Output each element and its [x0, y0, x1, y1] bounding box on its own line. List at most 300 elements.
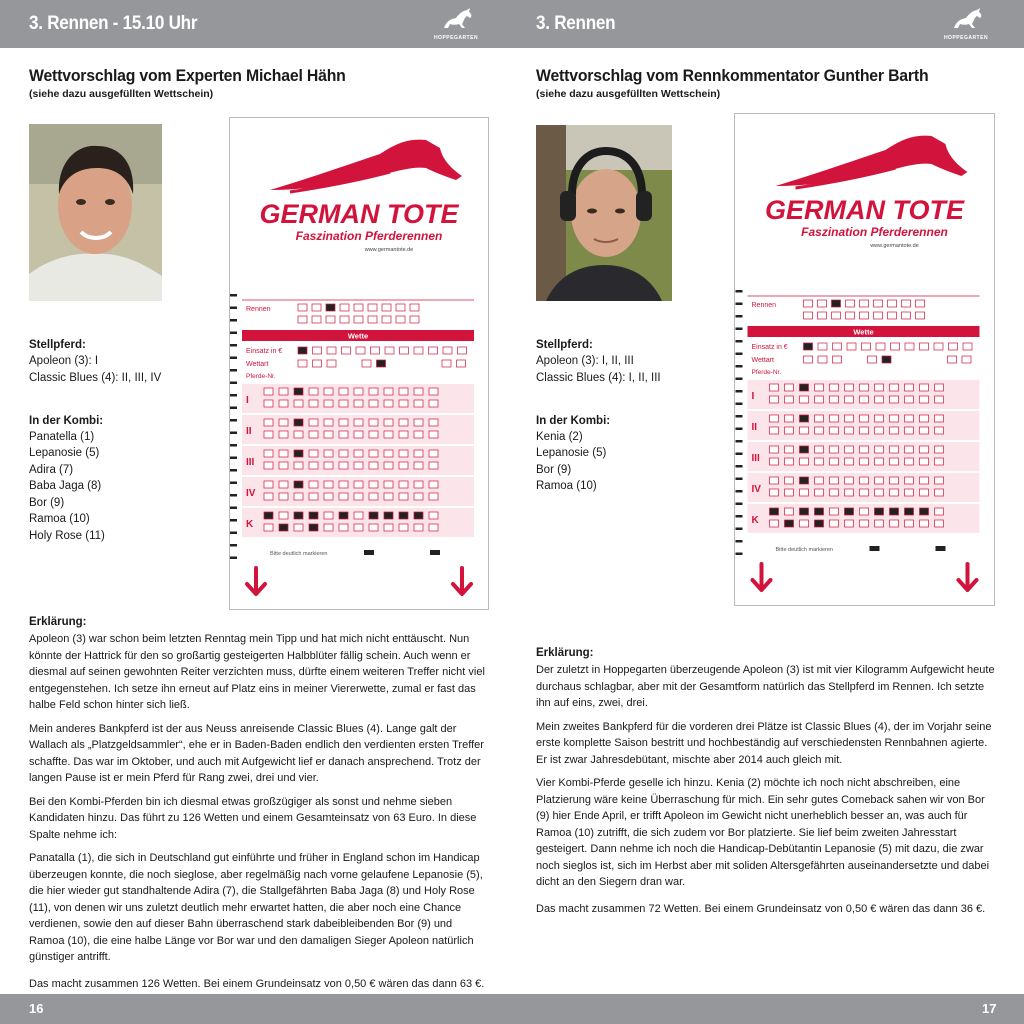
hoppegarten-logo: HOPPEGARTEN: [936, 6, 996, 42]
slip-box: [860, 384, 869, 391]
slip-box: [935, 446, 944, 453]
slip-box: [860, 300, 869, 307]
timing-mark: [736, 365, 743, 368]
slip-box: [414, 431, 423, 438]
slip-box: [890, 520, 899, 527]
commentator-subheading: (siehe dazu ausgefüllten Wettschein): [536, 88, 721, 100]
slip-box: [920, 384, 929, 391]
slip-box: [875, 446, 884, 453]
slip-box: [324, 400, 333, 407]
slip-box: [815, 520, 824, 527]
slip-box: [905, 508, 914, 515]
slip-box: [309, 431, 318, 438]
kombi-label: In der Kombi:: [29, 415, 104, 427]
row-label: III: [246, 457, 255, 468]
slip-box: [356, 347, 365, 354]
stellpferd-item: Apoleon (3): I, II, III: [536, 355, 634, 367]
slip-box: [324, 431, 333, 438]
slip-box: [905, 415, 914, 422]
slip-box: [818, 343, 827, 350]
explain-label: Erklärung:: [536, 647, 594, 659]
paragraph: Das macht zusammen 72 Wetten. Bei einem Grundeinsatz von 0,50 € wären das dann 36 €.: [536, 902, 986, 915]
slip-box: [429, 450, 438, 457]
slip-mark: [430, 550, 440, 555]
slip-box: [875, 458, 884, 465]
row-label: I: [751, 391, 755, 402]
slip-box: [279, 524, 288, 531]
slip-box: [804, 343, 813, 350]
slip-box: [309, 388, 318, 395]
stellpferd-label: Stellpferd:: [29, 339, 86, 351]
down-arrow-icon: [753, 564, 771, 590]
timing-mark: [736, 490, 743, 493]
slip-box: [785, 396, 794, 403]
slip-box: [313, 360, 322, 367]
slip-box: [384, 450, 393, 457]
slip-box: [339, 450, 348, 457]
slip-box: [845, 415, 854, 422]
slip-box: [920, 446, 929, 453]
slip-box: [279, 450, 288, 457]
slip-box: [916, 312, 925, 319]
slip-box: [327, 347, 336, 354]
slip-box: [339, 419, 348, 426]
slip-box: [815, 384, 824, 391]
slip-box: [385, 347, 394, 354]
slip-box: [339, 512, 348, 519]
slip-box: [399, 400, 408, 407]
slip-box: [845, 427, 854, 434]
slip-box: [785, 427, 794, 434]
slip-box: [294, 481, 303, 488]
slip-box: [875, 489, 884, 496]
slip-box: [443, 347, 452, 354]
slip-box: [399, 450, 408, 457]
slip-box: [429, 419, 438, 426]
slip-box: [410, 316, 419, 323]
slip-box: [294, 431, 303, 438]
slip-box: [948, 356, 957, 363]
slip-box: [847, 343, 856, 350]
row-label: I: [246, 395, 249, 406]
slip-box: [830, 520, 839, 527]
slip-box: [935, 415, 944, 422]
slip-box: [785, 477, 794, 484]
timing-mark: [736, 478, 743, 481]
timing-mark: [736, 415, 743, 418]
slip-box: [860, 446, 869, 453]
timing-mark: [230, 507, 237, 510]
slip-box: [860, 458, 869, 465]
slip-box: [279, 512, 288, 519]
slip-box: [860, 508, 869, 515]
slip-box: [369, 431, 378, 438]
slip-box: [846, 300, 855, 307]
slip-box: [414, 481, 423, 488]
slip-box: [414, 400, 423, 407]
slip-box: [845, 477, 854, 484]
row-label: IV: [246, 488, 256, 499]
slip-box: [384, 512, 393, 519]
slip-box: [830, 384, 839, 391]
slip-box: [818, 356, 827, 363]
kombi-item: Bor (9): [29, 497, 65, 509]
slip-box: [890, 384, 899, 391]
bet-slip: [734, 113, 995, 606]
slip-box: [312, 316, 321, 323]
slip-box: [860, 489, 869, 496]
slip-box: [294, 524, 303, 531]
slip-box: [920, 477, 929, 484]
slip-box: [354, 431, 363, 438]
slip-box: [368, 316, 377, 323]
horse-swoosh-icon: [270, 140, 462, 190]
slip-box: [890, 446, 899, 453]
slip-box: [414, 347, 423, 354]
slip-box: [902, 312, 911, 319]
timing-mark: [230, 419, 237, 422]
slip-box: [815, 396, 824, 403]
timing-mark: [230, 544, 237, 547]
slip-box: [264, 450, 273, 457]
slip-box: [770, 458, 779, 465]
slip-box: [327, 360, 336, 367]
footer-bar: [512, 994, 1024, 1024]
timing-mark: [230, 557, 237, 560]
slip-box: [770, 489, 779, 496]
slip-box: [369, 462, 378, 469]
slip-box: [905, 427, 914, 434]
row-label: K: [751, 515, 759, 526]
slip-box: [399, 462, 408, 469]
slip-box: [354, 304, 363, 311]
slip-box: [384, 493, 393, 500]
paragraph: Vier Kombi-Pferde geselle ich hinzu. Kenia (2) möchte ich noch nicht abschreiben, eine Platzierung wäre keine Überraschung für mich. Ein sehr gutes Comeback sahen wir von Bor (9) hier Ende April, er trifft Apoleon im Gewicht nicht unerheblich besser an, was auch für Ramoa (10) zutrifft, die sich zudem vor Bor platzierte. Sie lief beim zweiten Jahresstart gesteigert. Dann nehme ich noch die Handicap-Debütantin Lepanosie (5) mit dazu, die zwar noch sieglos ist, sich im Herbst aber mit soliden Altersgefährten auseinandersetzte und dabei dicht an den Siegern dran war.: [536, 777, 990, 888]
timing-mark: [736, 353, 743, 356]
paragraph: Mein anderes Bankpferd ist der aus Neuss anreisende Classic Blues (4). Lange galt der Wallach als „Platzgeldsammler“, ehe er in Baden-Baden endlich den verdienten ersten Treffer schaffte. Das war im Oktober, und auch mit Aufgewicht lief er danach ansprechend. Trotz der langen Pause ist er mein Pferd für Rang zwei, drei und vier.: [29, 722, 484, 784]
slip-box: [935, 458, 944, 465]
slip-box: [916, 300, 925, 307]
slip-box: [804, 356, 813, 363]
slip-box: [785, 446, 794, 453]
slip-box: [429, 347, 438, 354]
slip-box: [324, 493, 333, 500]
slip-box: [800, 458, 809, 465]
slip-box: [891, 343, 900, 350]
wettart-label: Wettart: [751, 357, 774, 364]
header-bar: [0, 0, 512, 48]
slip-box: [815, 446, 824, 453]
slip-box: [294, 462, 303, 469]
slip-box: [830, 446, 839, 453]
brand-text: GERMAN TOTE: [259, 199, 459, 229]
slip-box: [264, 431, 273, 438]
slip-box: [371, 347, 380, 354]
slip-box: [876, 343, 885, 350]
slip-box: [339, 524, 348, 531]
slip-box: [414, 462, 423, 469]
wette-label: Wette: [347, 331, 369, 341]
slip-box: [396, 316, 405, 323]
slip-box: [369, 493, 378, 500]
slip-box: [414, 419, 423, 426]
page-number: 17: [982, 1001, 997, 1016]
slip-box: [963, 343, 972, 350]
slip-box: [354, 462, 363, 469]
slip-box: [902, 300, 911, 307]
slip-box: [399, 431, 408, 438]
slip-box: [264, 462, 273, 469]
page-title: 3. Rennen - 15.10 Uhr: [29, 13, 198, 34]
slip-box: [935, 396, 944, 403]
explain-label: Erklärung:: [29, 616, 87, 628]
slip-box: [845, 489, 854, 496]
slip-box: [384, 400, 393, 407]
slip-box: [830, 477, 839, 484]
timing-mark: [230, 357, 237, 360]
slip-box: [833, 343, 842, 350]
commentator-heading: Wettvorschlag vom Rennkommentator Gunther Barth: [536, 66, 929, 85]
slip-box: [384, 462, 393, 469]
slip-box: [846, 312, 855, 319]
paragraph: Der zuletzt in Hoppegarten überzeugende Apoleon (3) ist mit vier Kilogramm Aufgewicht heute durchaus schlagbar, aber mit der Gesamtform natürlich das Stellpferd im Rennen. Ich setzte ihn auf eins, zwei, drei.: [536, 664, 995, 709]
slip-box: [800, 427, 809, 434]
einsatz-label: Einsatz in €: [751, 344, 788, 351]
slip-box: [324, 419, 333, 426]
timing-mark: [230, 432, 237, 435]
slip-box: [382, 304, 391, 311]
slogan-text: Faszination Pferderennen: [801, 225, 948, 239]
slip-box: [905, 477, 914, 484]
slip-box: [890, 508, 899, 515]
kombi-item: Baba Jaga (8): [29, 480, 102, 492]
slip-box: [845, 384, 854, 391]
slip-box: [399, 481, 408, 488]
slip-box: [384, 481, 393, 488]
slip-box: [815, 489, 824, 496]
page-title: 3. Rennen: [536, 13, 616, 34]
slip-box: [935, 384, 944, 391]
slip-box: [785, 458, 794, 465]
slip-box: [830, 489, 839, 496]
timing-mark: [736, 328, 743, 331]
footer-bar: [0, 994, 512, 1024]
timing-mark: [736, 378, 743, 381]
slip-box: [369, 512, 378, 519]
slip-box: [457, 360, 466, 367]
slip-box: [369, 524, 378, 531]
slip-box: [845, 446, 854, 453]
slip-box: [294, 512, 303, 519]
slip-box: [875, 396, 884, 403]
explanation-text: [536, 662, 998, 924]
timing-mark: [230, 482, 237, 485]
slip-box: [875, 508, 884, 515]
slip-box: [800, 415, 809, 422]
slip-box: [400, 347, 409, 354]
kombi-item: Kenia (2): [536, 431, 583, 443]
slip-box: [399, 512, 408, 519]
slip-box: [264, 419, 273, 426]
slip-box: [309, 450, 318, 457]
slip-box: [309, 419, 318, 426]
slip-box: [874, 300, 883, 307]
slip-box: [324, 524, 333, 531]
timing-mark: [230, 444, 237, 447]
slip-box: [770, 427, 779, 434]
row-label: II: [246, 426, 252, 437]
slip-box: [294, 419, 303, 426]
slip-box: [935, 520, 944, 527]
slip-box: [830, 427, 839, 434]
slip-box: [369, 450, 378, 457]
pferde-label: Pferde-Nr.: [246, 373, 276, 380]
slip-box: [868, 356, 877, 363]
hint-text: Bitte deutlich markieren: [775, 547, 833, 553]
timing-mark: [736, 528, 743, 531]
slip-box: [890, 427, 899, 434]
slip-box: [860, 477, 869, 484]
slip-box: [324, 512, 333, 519]
timing-mark: [736, 553, 743, 556]
timing-mark: [736, 540, 743, 543]
slip-box: [309, 524, 318, 531]
slip-box: [294, 493, 303, 500]
slip-box: [442, 360, 451, 367]
slip-box: [905, 458, 914, 465]
slip-box: [832, 300, 841, 307]
slip-box: [429, 524, 438, 531]
slip-box: [339, 400, 348, 407]
slip-box: [399, 419, 408, 426]
slip-box: [875, 384, 884, 391]
slip-box: [905, 384, 914, 391]
slip-box: [324, 450, 333, 457]
slip-box: [264, 524, 273, 531]
stellpferd-item: Classic Blues (4): I, II, III: [536, 372, 661, 384]
slip-box: [770, 477, 779, 484]
slip-box: [342, 347, 351, 354]
timing-mark: [736, 428, 743, 431]
slip-box: [354, 493, 363, 500]
wettart-label: Wettart: [246, 361, 269, 368]
slip-box: [429, 512, 438, 519]
slip-mark: [870, 546, 880, 551]
slip-box: [934, 343, 943, 350]
kombi-item: Bor (9): [536, 464, 572, 476]
stellpferd-label: Stellpferd:: [536, 339, 593, 351]
slip-box: [860, 520, 869, 527]
rennen-label: Rennen: [246, 306, 271, 313]
slip-box: [339, 462, 348, 469]
slip-box: [309, 493, 318, 500]
slip-box: [935, 477, 944, 484]
slip-box: [882, 356, 891, 363]
slip-box: [429, 431, 438, 438]
row-label: III: [751, 453, 760, 464]
slip-box: [384, 388, 393, 395]
slip-box: [414, 524, 423, 531]
slip-box: [326, 316, 335, 323]
expert-subheading: (siehe dazu ausgefüllten Wettschein): [29, 88, 214, 100]
rennen-label: Rennen: [751, 302, 777, 309]
slip-box: [804, 300, 813, 307]
timing-mark: [736, 303, 743, 306]
slip-box: [339, 431, 348, 438]
slip-box: [890, 489, 899, 496]
kombi-item: Holy Rose (11): [29, 530, 105, 542]
slip-box: [785, 508, 794, 515]
horse-logo-icon: [936, 6, 996, 32]
slip-box: [905, 446, 914, 453]
slip-box: [399, 493, 408, 500]
slip-box: [309, 512, 318, 519]
slip-box: [309, 462, 318, 469]
slip-box: [920, 396, 929, 403]
pferde-label: Pferde-Nr.: [751, 369, 782, 376]
slip-box: [294, 450, 303, 457]
wette-label: Wette: [853, 327, 874, 337]
timing-mark: [230, 469, 237, 472]
timing-mark: [736, 390, 743, 393]
slip-box: [875, 427, 884, 434]
slip-box: [354, 400, 363, 407]
timing-mark: [736, 515, 743, 518]
slip-box: [785, 384, 794, 391]
timing-mark: [230, 494, 237, 497]
slip-box: [369, 419, 378, 426]
slogan-text: Faszination Pferderennen: [295, 229, 443, 243]
slip-box: [264, 388, 273, 395]
slip-box: [920, 520, 929, 527]
slip-box: [354, 316, 363, 323]
slip-box: [414, 512, 423, 519]
slip-box: [862, 343, 871, 350]
slip-box: [279, 388, 288, 395]
explanation-text: [29, 631, 487, 999]
hint-text: Bitte deutlich markieren: [270, 551, 328, 557]
slip-box: [429, 400, 438, 407]
slip-box: [875, 520, 884, 527]
slip-box: [935, 489, 944, 496]
slip-box: [309, 481, 318, 488]
timing-mark: [230, 332, 237, 335]
slip-box: [264, 481, 273, 488]
slip-box: [298, 304, 307, 311]
slip-box: [845, 520, 854, 527]
slip-box: [340, 304, 349, 311]
slip-box: [815, 415, 824, 422]
slip-box: [368, 304, 377, 311]
slip-box: [410, 304, 419, 311]
timing-mark: [230, 382, 237, 385]
commentator-photo: [536, 125, 672, 301]
slip-box: [362, 360, 371, 367]
slip-box: [399, 388, 408, 395]
slip-box: [279, 493, 288, 500]
slip-box: [860, 396, 869, 403]
slip-box: [354, 450, 363, 457]
slip-box: [890, 396, 899, 403]
slip-box: [935, 508, 944, 515]
paragraph: Mein zweites Bankpferd für die vorderen drei Plätze ist Classic Blues (4), der im Vorjahr seine erste komplette Saison bestritt und hochbeständig auf verschiedensten Rennbahnen agierte. Er ist zwar Jahresdebütant, mischte aber 2014 auch gleich mit.: [536, 720, 992, 766]
slip-box: [339, 481, 348, 488]
slip-box: [354, 524, 363, 531]
slip-box: [920, 427, 929, 434]
slip-box: [860, 427, 869, 434]
slip-box: [377, 360, 386, 367]
slip-box: [429, 481, 438, 488]
